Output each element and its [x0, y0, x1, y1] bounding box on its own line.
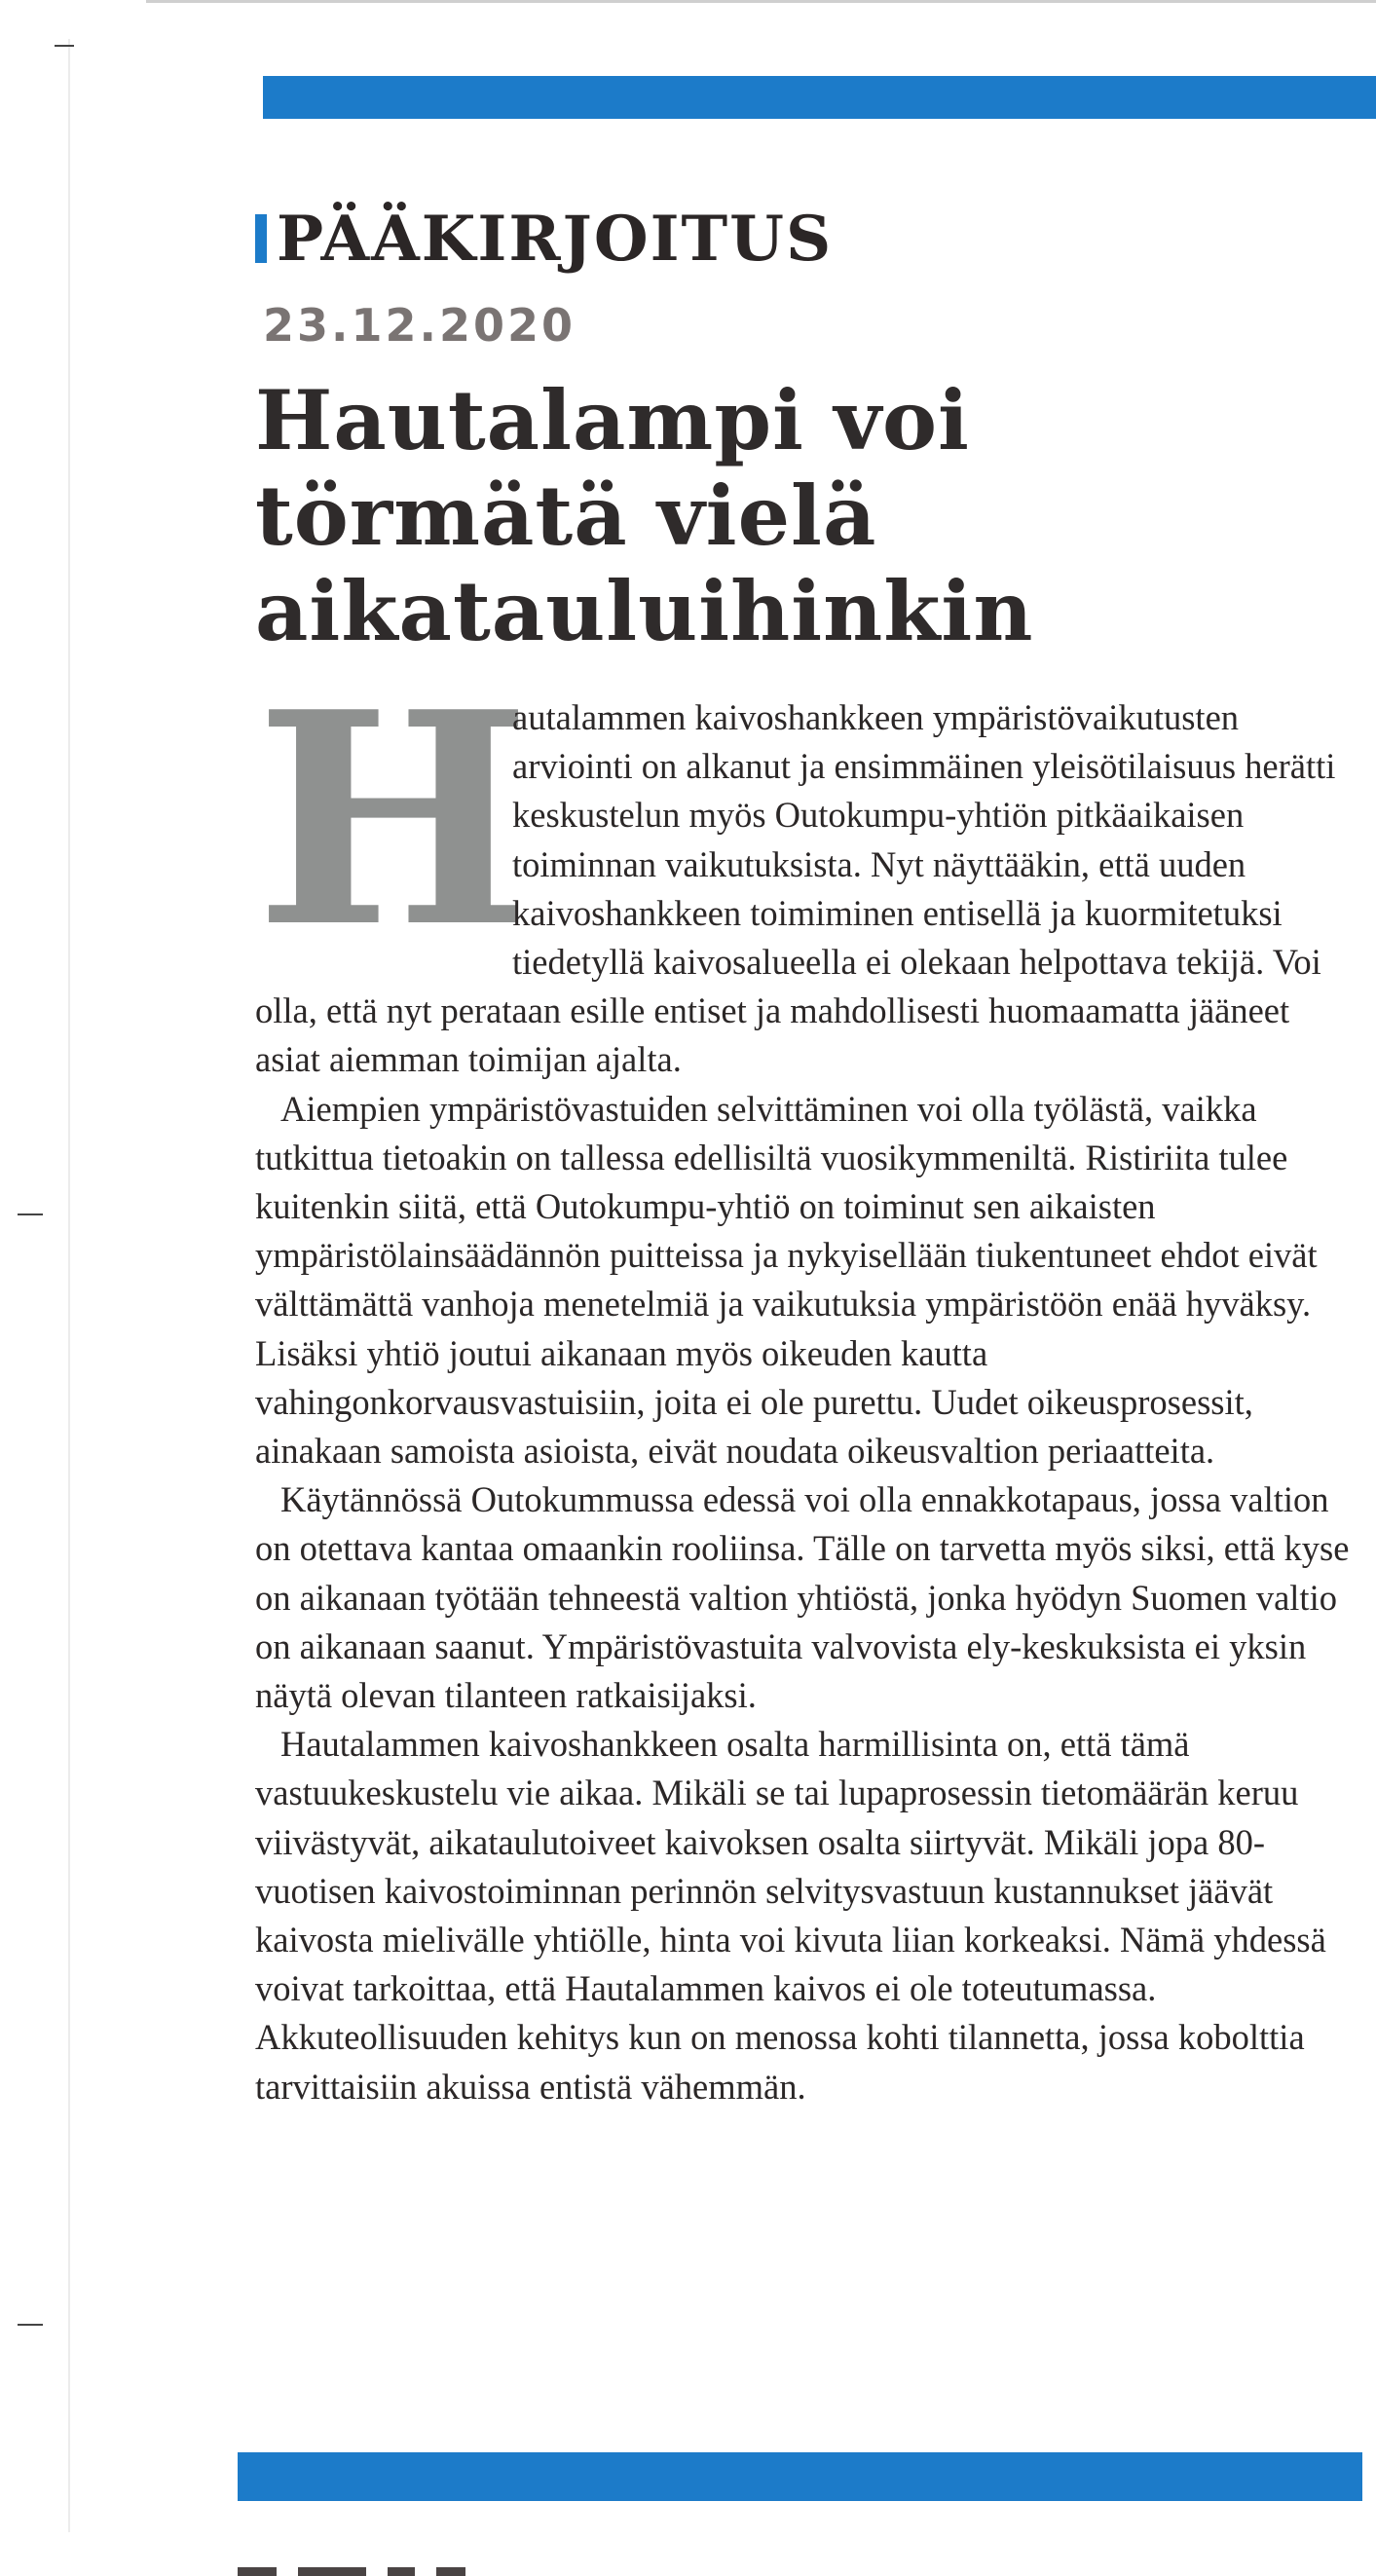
- headline-line: törmätä vielä: [255, 467, 877, 564]
- paragraph-text: autalammen kaivoshankkeen ympäristövaikutusten arviointi on alkanut ja ensimmäinen yleisötilaisuus herätti keskustelun myös Outokumpu-yhtiön pitkäaikaisen toiminnan vaikutuksista. Nyt näyttääkin, että uuden kaivoshankkeen toimiminen entisellä ja kuormitetuksi tiedetyllä kaivosalueella ei olekaan helpottava tekijä. Voi olla, että nyt perataan esille entiset ja mahdollisesti huomaamatta jääneet asiat aiemman toimijan ajalta.: [255, 697, 1336, 1080]
- headline-line: Hautalampi voi: [255, 372, 970, 468]
- page-left-margin-line: [68, 39, 70, 2532]
- margin-tick: [18, 1213, 43, 1215]
- bottom-accent-bar: [238, 2452, 1362, 2501]
- section-marker: [255, 214, 267, 263]
- publication-date: 23.12.2020: [263, 299, 576, 352]
- paragraph: Hautalammen kaivoshankkeen osalta harmillisinta on, että tämä vastuukeskustelu vie aikaa. Mikäli se tai lupaprosessin tietomäärän keruu viivästyvät, aikataulutoiveet kaivoksen osalta siirtyvät. Mikäli jopa 80-vuotisen kaivostoiminnan perinnön selvitysvastuun kustannukset jäävät kaivosta mielivälle yhtiölle, hinta voi kivuta liian korkeaksi. Nämä yhdessä voivat tarkoittaa, että Hautalammen kaivos ei ole toteutumassa. Akkuteollisuuden kehitys kun on menossa kohti tilannetta, jossa kobolttia tarvittaisiin akuissa entistä vähemmän.: [255, 1724, 1326, 2107]
- margin-tick: [55, 45, 74, 47]
- headline: [255, 373, 1356, 659]
- margin-tick: [18, 2324, 43, 2326]
- page-top-edge: [146, 0, 1376, 14]
- paragraph: [255, 648, 1356, 1085]
- next-article-fragment: [238, 2540, 608, 2576]
- paragraph: Aiempien ympäristövastuiden selvittäminen voi olla työlästä, vaikka tutkittua tietoakin on tallessa edellisiltä vuosikymmeniltä. Ristiriita tulee kuitenkin siitä, että Outokumpu-yhtiö on toiminut sen aikaisten ympäristölainsäädännön puitteissa ja nykyisellään tiukentuneet ehdot eivät välttämättä vanhoja menetelmiä ja vaikutuksia ympäristöön enää hyväksy. Lisäksi yhtiö joutui aikanaan myös oikeuden kautta vahingonkorvausvastuisiin, joita ei ole purettu. Uudet oikeusprosessit, ainakaan samoista asioista, eivät noudata oikeusvaltion periaatteita.: [255, 1088, 1318, 1472]
- section-label: [255, 200, 1356, 278]
- editorial-article: [255, 200, 1356, 2111]
- headline-line: aikatauluihinkin: [255, 563, 1034, 659]
- top-accent-bar: [263, 76, 1376, 119]
- drop-cap: H: [255, 648, 532, 991]
- section-title: PÄÄKIRJOITUS: [277, 202, 834, 276]
- paragraph: Käytännössä Outokummussa edessä voi olla ennakkotapaus, jossa valtion on otettava kantaa omaankin rooliinsa. Tälle on tarvetta myös siksi, että kyse on aikanaan työtään tehneestä valtion yhtiöstä, jonka hyödyn Suomen valtio on aikanaan saanut. Ympäristövastuita valvovista ely-keskuksista ei yksin näytä olevan tilanteen ratkaisijaksi.: [255, 1479, 1350, 1716]
- article-body: [255, 648, 1356, 2111]
